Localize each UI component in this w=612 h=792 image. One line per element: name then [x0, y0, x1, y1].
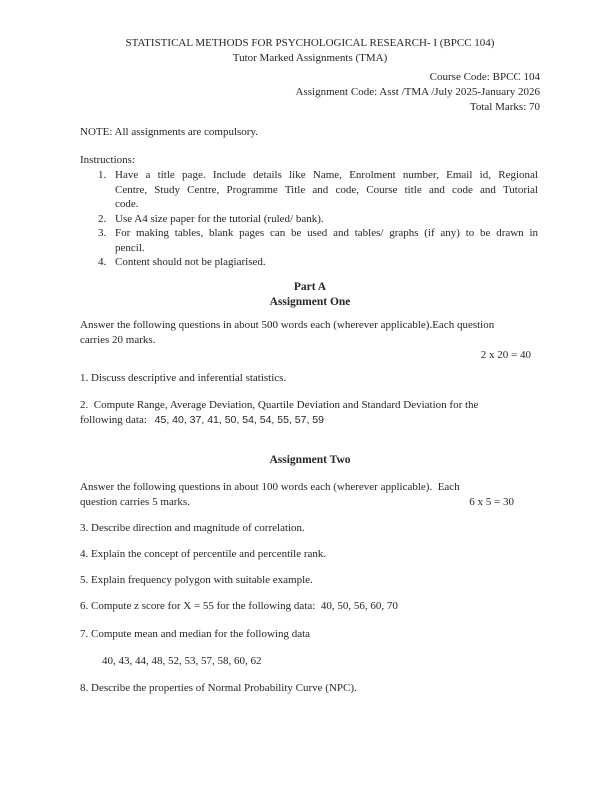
assignment-two-marks: 6 x 5 = 30: [469, 495, 514, 508]
question-2-prefix: following data:: [80, 413, 150, 426]
question-4: 4. Explain the concept of percentile and percentile rank.: [80, 547, 327, 560]
question-7: 7. Compute mean and median for the following data: [80, 627, 311, 640]
question-5: 5. Explain frequency polygon with suitable example.: [80, 573, 313, 586]
instruction-number: 3.: [98, 227, 107, 239]
instruction-number: 1.: [98, 169, 107, 181]
instructions-label: Instructions:: [80, 154, 135, 166]
assignment-one-heading: Assignment One: [269, 295, 351, 308]
assignment-one-intro: Answer the following questions in about 500 words each (wherever applicable).Each question carries 20 marks.: [80, 318, 495, 346]
assignment-two-heading: Assignment Two: [269, 453, 351, 466]
instruction-item: [98, 255, 540, 270]
assignment-code: Assignment Code: Asst /TMA /July 2025-January 2026: [295, 86, 540, 98]
question-2-data: 45, 40, 37, 41, 50, 54, 54, 55, 57, 59: [154, 413, 324, 426]
note-text: NOTE: All assignments are compulsory.: [80, 126, 259, 138]
document-subtitle: Tutor Marked Assignments (TMA): [232, 52, 388, 64]
question-8: 8. Describe the properties of Normal Probability Curve (NPC).: [80, 681, 357, 694]
course-code: Course Code: BPCC 104: [429, 71, 540, 83]
assignment-two-intro: Answer the following questions in about 100 words each (wherever applicable). Each question carries 5 marks. 6 x 5 = 30: [80, 480, 514, 508]
course-info-block: [80, 70, 540, 115]
instruction-number: 4.: [98, 256, 107, 268]
document-title: STATISTICAL METHODS FOR PSYCHOLOGICAL RESEARCH- I (BPCC 104): [125, 37, 495, 49]
question-3: 3. Describe direction and magnitude of correlation.: [80, 521, 305, 534]
instruction-item: [98, 212, 540, 227]
question-6: 6. Compute z score for X = 55 for the following data: 40, 50, 56, 60, 70: [80, 599, 398, 612]
instruction-number: 2.: [98, 212, 107, 225]
instruction-text: For making tables, blank pages can be used and tables/ graphs (if any) to be drawn in pencil.: [115, 227, 538, 254]
instruction-item: [98, 168, 540, 212]
instruction-text: Have a title page. Include details like Name, Enrolment number, Email id, Regional Centre, Study Centre, Programme Title and code, Course title and code and Tutorial code.: [115, 169, 538, 210]
instruction-text: Use A4 size paper for the tutorial (ruled/ bank).: [115, 212, 324, 225]
part-a-heading: Part A: [293, 280, 327, 293]
total-marks: Total Marks: 70: [469, 101, 540, 113]
instructions-list: [98, 168, 540, 270]
question-1: 1. Discuss descriptive and inferential statistics.: [80, 371, 287, 384]
assignment-one-marks: 2 x 20 = 40: [480, 348, 531, 361]
instruction-text: Content should not be plagiarised.: [115, 256, 266, 268]
question-7-data: 40, 43, 44, 48, 52, 53, 57, 58, 60, 62: [102, 654, 262, 667]
question-2: 2. Compute Range, Average Deviation, Quartile Deviation and Standard Deviation for the following data: 45, 40, 37, 41, 50, 54, 54, 55, 57, 59: [80, 398, 479, 426]
document-title-block: [80, 36, 540, 66]
instruction-item: [98, 226, 540, 255]
